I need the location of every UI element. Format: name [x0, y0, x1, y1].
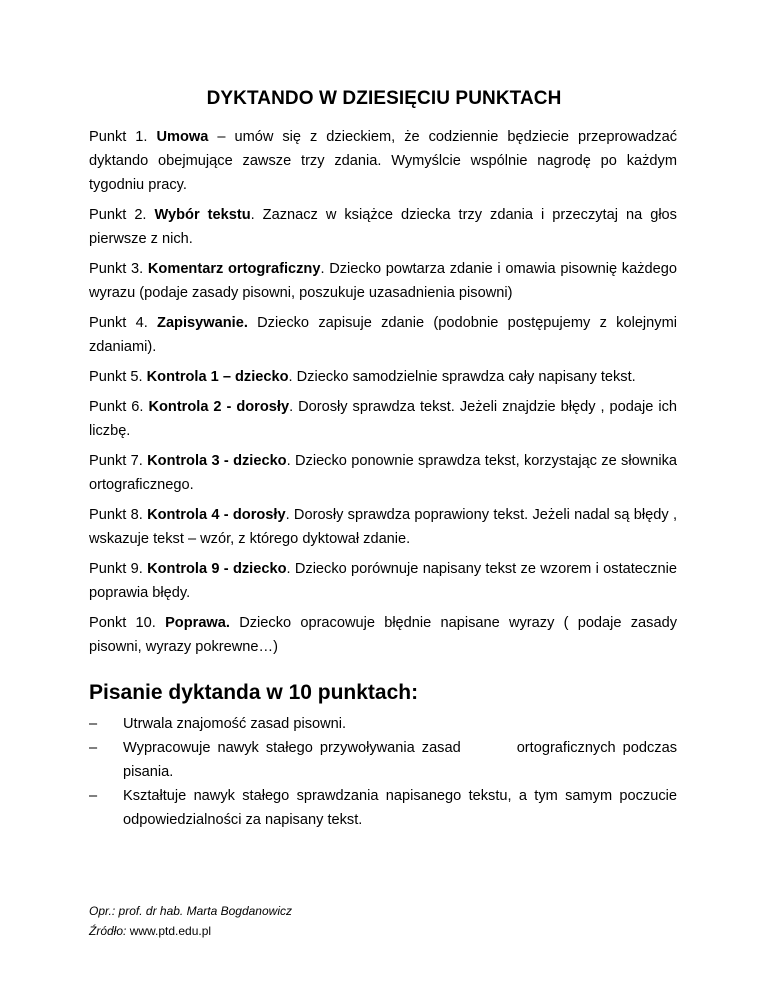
- point-prefix: Punkt 7.: [89, 453, 148, 469]
- point-item: [89, 257, 677, 305]
- point-item: [89, 203, 677, 251]
- point-keyword: Kontrola 3 - dziecko: [147, 453, 287, 469]
- list-item: [89, 712, 677, 736]
- point-text: . Dorosły sprawdza tekst. Jeżeli znajdzie błędy , podaje ich liczbę.: [89, 399, 678, 439]
- point-keyword: Komentarz ortograficzny: [147, 261, 321, 277]
- point-prefix: Punkt 4.: [89, 315, 158, 331]
- point-text: . Dorosły sprawdza poprawiony tekst. Jeżeli nadal są błędy , wskazuje tekst – wzór, z którego dyktował zdanie.: [89, 507, 677, 547]
- point-text: . Zaznacz w książce dziecka trzy zdania i przeczytaj na głos pierwsze z nich.: [89, 207, 677, 247]
- point-keyword: Kontrola 4 - dorosły: [147, 507, 286, 523]
- point-keyword: Wybór tekstu: [154, 207, 251, 223]
- point-text: Dziecko opracowuje błędnie napisane wyrazy ( podaje zasady pisowni, wyrazy pokrewne…): [89, 615, 677, 655]
- point-item: [89, 449, 677, 497]
- source-link[interactable]: www.ptd.edu.pl: [126, 924, 212, 938]
- point-text: Dziecko zapisuje zdanie (podobnie postępujemy z kolejnymi zdaniami).: [89, 315, 677, 355]
- point-item: [89, 125, 677, 197]
- source-label: Źródło:: [89, 924, 127, 938]
- section-heading: Pisanie dyktanda w 10 punktach:: [89, 681, 419, 704]
- point-item: [89, 395, 677, 443]
- point-prefix: Punkt 9.: [89, 561, 148, 577]
- list-item-text: Kształtuje nawyk stałego sprawdzania napisanego tekstu, a tym samym poczucie odpowiedzialności za napisany tekst.: [123, 788, 677, 828]
- benefits-list: [89, 712, 682, 832]
- point-keyword: Kontrola 1 – dziecko: [146, 369, 289, 385]
- point-item: [89, 503, 677, 551]
- list-item-text: Utrwala znajomość zasad pisowni.: [123, 716, 347, 732]
- dash-bullet: –: [89, 716, 98, 732]
- point-keyword: Umowa: [156, 129, 209, 145]
- document-title: DYKTANDO W DZIESIĘCIU PUNKTACH: [206, 88, 562, 109]
- list-item: [89, 736, 682, 784]
- point-text: . Dziecko powtarza zdanie i omawia pisownię każdego wyrazu (podaje zasady pisowni, poszukuje uzasadnienia pisowni): [89, 261, 677, 301]
- points-list: [89, 125, 677, 665]
- point-keyword: Poprawa.: [165, 615, 230, 631]
- author-credit: [89, 901, 292, 921]
- point-item: [89, 311, 677, 359]
- point-prefix: Punkt 6.: [89, 399, 149, 415]
- point-text: . Dziecko porównuje napisany tekst ze wzorem i ostatecznie poprawia błędy.: [89, 561, 677, 601]
- point-prefix: Punkt 3.: [89, 261, 148, 277]
- list-item: [89, 784, 677, 832]
- point-keyword: Zapisywanie.: [157, 315, 248, 331]
- point-text: . Dziecko ponownie sprawdza tekst, korzystając ze słownika ortograficznego.: [89, 453, 677, 493]
- point-item: [89, 611, 677, 659]
- footer: [89, 901, 292, 941]
- point-text: . Dziecko samodzielnie sprawdza cały napisany tekst.: [288, 369, 636, 385]
- point-prefix: Punkt 1.: [89, 129, 157, 145]
- point-keyword: Kontrola 2 - dorosły: [148, 399, 290, 415]
- point-prefix: Punkt 2.: [89, 207, 155, 223]
- point-prefix: Punkt 8.: [89, 507, 148, 523]
- dash-bullet: –: [89, 788, 98, 804]
- point-item: [89, 557, 677, 605]
- point-prefix: Ponkt 10.: [89, 615, 166, 631]
- list-item-text: Wypracowuje nawyk stałego przywoływania zasad ortograficznych podczas pisania.: [123, 740, 682, 780]
- point-keyword: Kontrola 9 - dziecko: [147, 561, 287, 577]
- dash-bullet: –: [89, 740, 98, 756]
- point-prefix: Punkt 5.: [89, 369, 147, 385]
- point-item: [89, 365, 677, 389]
- point-text: – umów się z dzieckiem, że codziennie będziecie przeprowadzać dyktando obejmujące zawsze trzy zdania. Wymyślcie wspólnie nagrodę po każdym tygodniu pracy.: [89, 129, 677, 193]
- author-text: Opr.: prof. dr hab. Marta Bogdanowicz: [89, 904, 292, 918]
- source-credit: [89, 921, 292, 941]
